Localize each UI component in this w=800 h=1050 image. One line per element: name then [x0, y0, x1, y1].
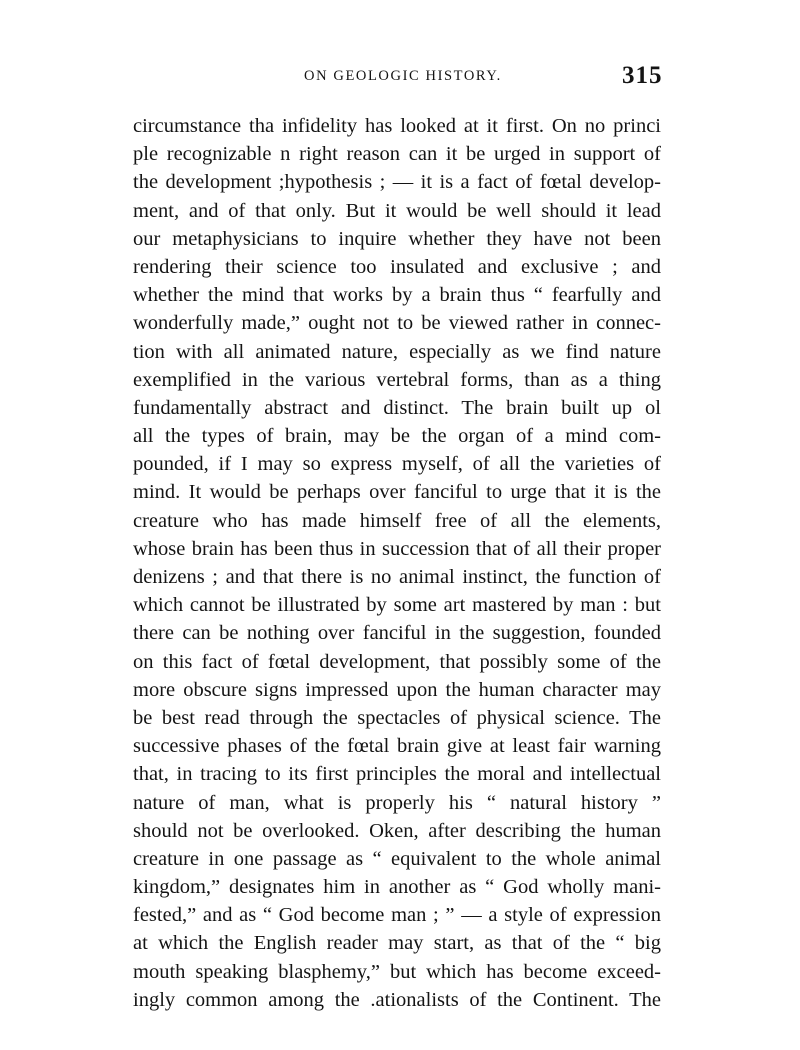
text-line: ple recognizable n right reason can it be urged in support of [133, 143, 661, 166]
text-line: our metaphysicians to inquire whether they have not been [133, 227, 661, 250]
text-line: creature who has made himself free of all the elements, [133, 509, 661, 532]
text-line: creature in one passage as “ equivalent to the whole animal [133, 847, 661, 870]
text-line: should not be overlooked. Oken, after describing the human [133, 819, 661, 842]
text-line: mind. It would be perhaps over fanciful to urge that it is the [133, 481, 661, 504]
page-number: 315 [622, 62, 663, 89]
text-line: wonderfully made,” ought not to be viewed rather in connec- [133, 312, 661, 335]
text-line: at which the English reader may start, as that of the “ big [133, 932, 661, 955]
text-line: successive phases of the fœtal brain give at least fair warning [133, 735, 661, 758]
text-line: more obscure signs impressed upon the human character may [133, 678, 661, 701]
running-title: ON GEOLOGIC HISTORY. [304, 68, 502, 84]
text-line: mouth speaking blasphemy,” but which has become exceed- [133, 960, 661, 983]
text-line: circumstance tha infidelity has looked at it first. On no princi [133, 115, 661, 137]
text-line: ingly common among the .ationalists of the Continent. The [133, 988, 661, 1011]
text-line: denizens ; and that there is no animal instinct, the function of [133, 566, 661, 588]
text-line: fundamentally abstract and distinct. The brain built up ol [133, 396, 661, 419]
text-line: ment, and of that only. But it would be well should it lead [133, 199, 661, 222]
text-line: all the types of brain, may be the organ of a mind com- [133, 425, 661, 448]
text-line: the development ;hypothesis ; — it is a fact of fœtal develop- [133, 171, 661, 194]
text-line: whose brain has been thus in succession that of all their proper [133, 537, 661, 560]
text-line: rendering their science too insulated and exclusive ; and [133, 255, 661, 278]
text-line: whether the mind that works by a brain thus “ fearfully and [133, 284, 661, 307]
text-line: exemplified in the various vertebral forms, than as a thing [133, 368, 661, 391]
text-line: that, in tracing to its first principles the moral and intellectual [133, 763, 661, 786]
text-line: nature of man, what is properly his “ natural history ” [133, 791, 661, 814]
running-head [0, 62, 800, 92]
text-line: on this fact of fœtal development, that possibly some of the [133, 650, 661, 673]
text-line: which cannot be illustrated by some art mastered by man : but [133, 594, 661, 617]
text-line: be best read through the spectacles of physical science. The [133, 706, 661, 729]
text-line: kingdom,” designates him in another as “ God wholly mani- [133, 876, 661, 899]
body-text [133, 112, 661, 1014]
text-line: there can be nothing over fanciful in the suggestion, founded [133, 622, 661, 645]
text-line: pounded, if I may so express myself, of all the varieties of [133, 453, 661, 476]
text-line: tion with all animated nature, especially as we find nature [133, 340, 661, 363]
text-line: fested,” and as “ God become man ; ” — a style of expression [133, 904, 661, 927]
